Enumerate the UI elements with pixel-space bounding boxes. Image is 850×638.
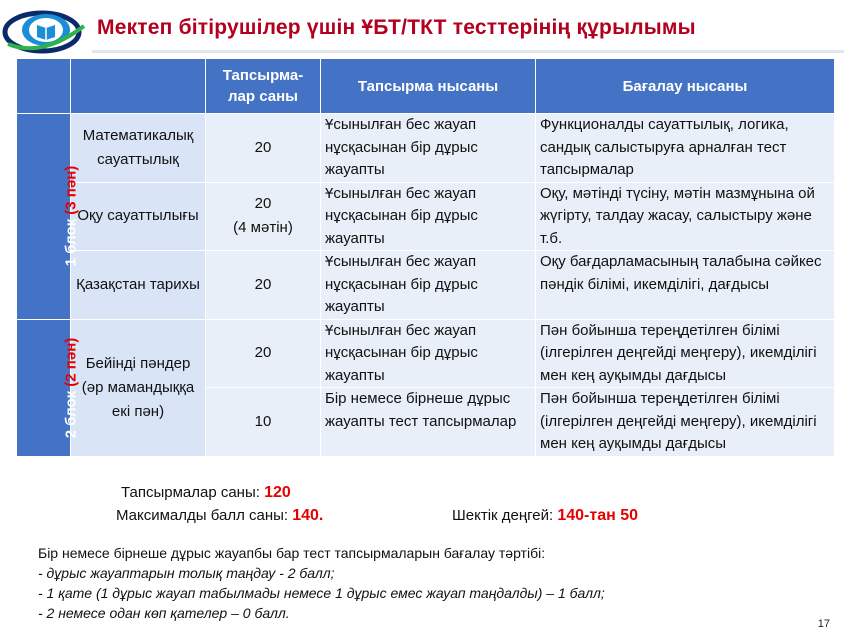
subject-cell: Математикалық сауаттылық bbox=[71, 114, 206, 183]
table-header-row bbox=[17, 59, 835, 114]
task-form-cell: Бір немесе бірнеше дұрыс жауапты тест тапсырмалар bbox=[321, 388, 536, 457]
max-score-label: Максималды балл саны: bbox=[116, 507, 289, 524]
task-form-cell: Ұсынылған бес жауап нұсқасынан бір дұрыс жауапты bbox=[321, 182, 536, 251]
threshold-label: Шектік деңгей: bbox=[452, 507, 554, 524]
block-label: 2 блок bbox=[62, 390, 80, 438]
header-cell bbox=[71, 59, 206, 114]
rules-intro: Бір немесе бірнеше дұрыс жауапбы бар тест тапсырмаларын бағалау тәртібі: bbox=[38, 545, 546, 561]
tasks-count-value: 120 bbox=[264, 484, 291, 501]
block-1-cell bbox=[17, 114, 80, 320]
task-form-cell: Ұсынылған бес жауап нұсқасынан бір дұрыс жауапты bbox=[321, 114, 536, 183]
count-cell: 20 bbox=[206, 251, 321, 320]
count-cell: 20 bbox=[206, 319, 321, 388]
threshold-line bbox=[452, 507, 638, 525]
rule-item: - дұрыс жауаптарын толық таңдау - 2 балл; bbox=[38, 565, 335, 581]
block-2-cell bbox=[17, 319, 80, 456]
test-structure-table bbox=[16, 58, 835, 457]
header-cell-eval: Бағалау нысаны bbox=[536, 59, 835, 114]
max-score-line bbox=[116, 507, 323, 525]
threshold-value: 140-тан 50 bbox=[557, 507, 639, 524]
header-cell bbox=[17, 59, 71, 114]
page-title: Мектеп бітірушілер үшін ҰБТ/ТКТ тесттерінің құрылымы bbox=[97, 16, 696, 39]
count-cell: 20 (4 мәтін) bbox=[206, 182, 321, 251]
logo bbox=[2, 4, 94, 56]
title-divider bbox=[92, 50, 844, 53]
block-label: 1 блок bbox=[62, 219, 80, 267]
table-row bbox=[17, 114, 835, 183]
block-sub-label: (3 пән) bbox=[62, 165, 80, 215]
tasks-count-line bbox=[121, 484, 291, 502]
header-cell-form: Тапсырма нысаны bbox=[321, 59, 536, 114]
subject-cell: Қазақстан тарихы bbox=[71, 251, 206, 320]
task-form-cell: Ұсынылған бес жауап нұсқасынан бір дұрыс жауапты bbox=[321, 319, 536, 388]
max-score-value: 140. bbox=[292, 507, 324, 524]
count-cell: 10 bbox=[206, 388, 321, 457]
task-form-cell: Ұсынылған бес жауап нұсқасынан бір дұрыс жауапты bbox=[321, 251, 536, 320]
scoring-rules bbox=[38, 543, 605, 623]
evaluation-cell: Оқу, мәтінді түсіну, мәтін мазмұнына ой жүгірту, талдау жасау, салыстыру және т.б. bbox=[536, 182, 835, 251]
book-globe-logo-icon bbox=[2, 4, 94, 56]
tasks-count-label: Тапсырмалар саны: bbox=[121, 484, 260, 501]
subject-cell: Оқу сауаттылығы bbox=[71, 182, 206, 251]
count-cell: 20 bbox=[206, 114, 321, 183]
header-cell-count: Тапсырма- лар саны bbox=[206, 59, 321, 114]
evaluation-cell: Пән бойынша тереңдетілген білімі (ілгерілген деңгейді меңгеру), икемділігі мен кең ауқымды дағдысы bbox=[536, 388, 835, 457]
page-number: 17 bbox=[817, 618, 830, 630]
evaluation-cell: Оқу бағдарламасының талабына сәйкес пәндік білімі, икемділігі, дағдысы bbox=[536, 251, 835, 320]
evaluation-cell: Пән бойынша тереңдетілген білімі (ілгерілген деңгейді меңгеру), икемділігі мен кең ауқымды дағдысы bbox=[536, 319, 835, 388]
block-sub-label: (2 пән) bbox=[62, 337, 80, 387]
subject-cell: Бейінді пәндер (әр мамандыққа екі пән) bbox=[71, 319, 206, 456]
evaluation-cell: Функционалды сауаттылық, логика, сандық салыстыруға арналған тест тапсырмалар bbox=[536, 114, 835, 183]
table-row bbox=[17, 251, 835, 320]
table-row bbox=[17, 182, 835, 251]
rule-item: - 1 қате (1 дұрыс жауап табылмады немесе 1 дұрыс емес жауап таңдалды) – 1 балл; bbox=[38, 585, 605, 601]
rule-item: - 2 немесе одан көп қателер – 0 балл. bbox=[38, 605, 290, 621]
table-row bbox=[17, 319, 835, 388]
